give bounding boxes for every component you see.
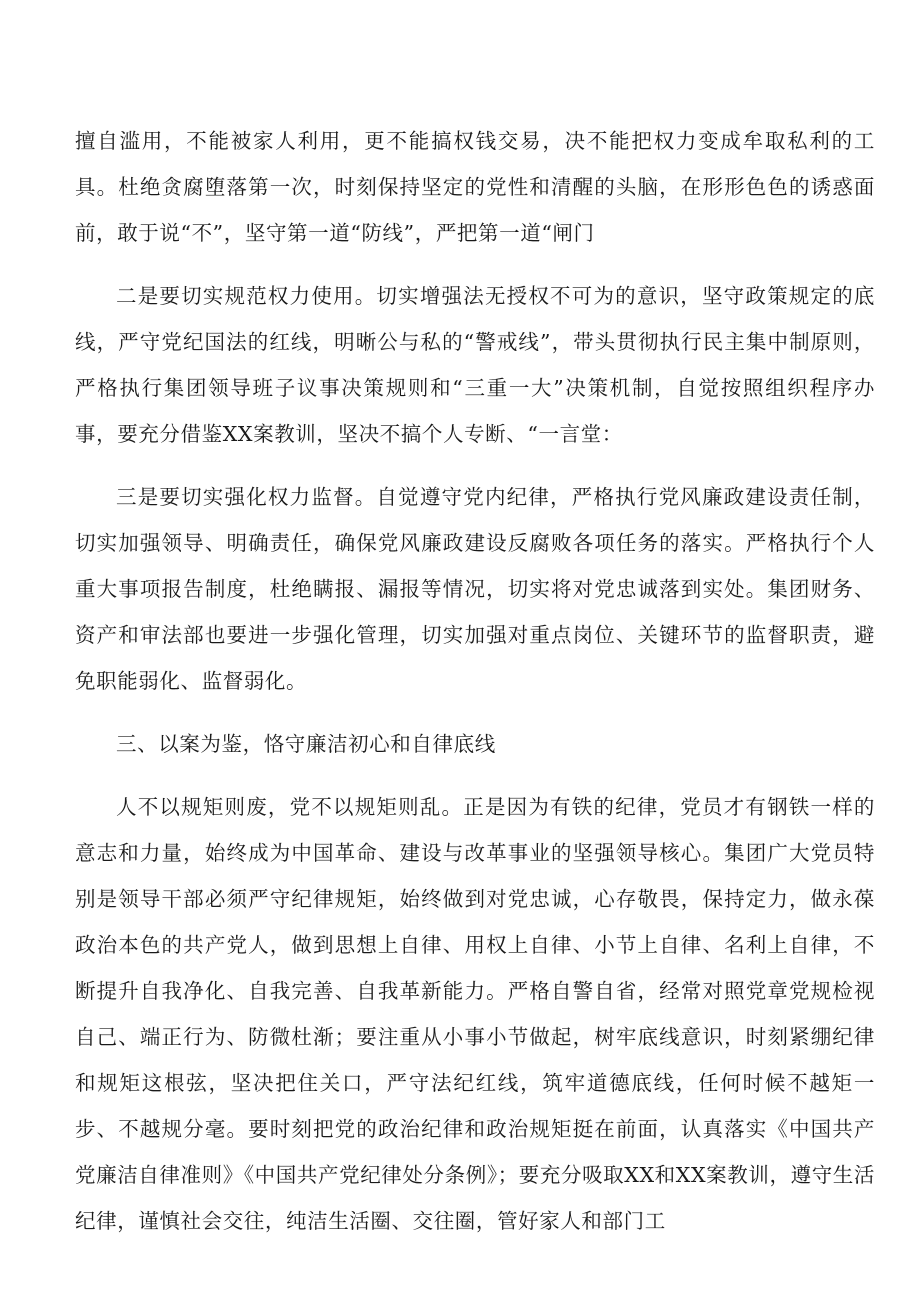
paragraph-supervise-power: 三是要切实强化权力监督。自觉遵守党内纪律，严格执行党风廉政建设责任制，切实加强领导、明确责任，确保党风廉政建设反腐败各项任务的落实。严格执行个人重大事项报告制度，杜绝瞒报、漏报等情况，切实将对党忠诚落到实处。集团财务、资产和审法部也要进一步强化管理，切实加强对重点岗位、关键环节的监督职责，避免职能弱化、监督弱化。 bbox=[75, 485, 875, 693]
paragraph-discipline: 人不以规矩则废，党不以规矩则乱。正是因为有铁的纪律，党员才有钢铁一样的意志和力量，始终成为中国革命、建设与改革事业的坚强领导核心。集团广大党员特别是领导干部必须严守纪律规矩，始终做到对党忠诚，心存敬畏，保持定力，做永葆政治本色的共产党人，做到思想上自律、用权上自律、小节上自律、名利上自律，不断提升自我净化、自我完善、自我革新能力。严格自警自省，经常对照党章党规检视自己、端正行为、防微杜渐；要注重从小事小节做起，树牢底线意识，时刻紧绷纪律和规矩这根弦，坚决把住关口，严守法纪红线，筑牢道德底线，任何时候不越矩一步、不越规分毫。要时刻把党的政治纪律和政治规矩挺在前面，认真落实《中国共产党廉洁自律准则》《中国共产党纪律处分条例》；要充分吸取XX和XX案教训，遵守生活纪律，谨慎社会交往，纯洁生活圈、交往圈，管好家人和部门工 bbox=[75, 795, 875, 1233]
section-heading-three: 三、以案为鉴，恪守廉洁初心和自律底线 bbox=[116, 732, 496, 756]
paragraph-continuation: 擅自滥用，不能被家人利用，更不能搞权钱交易，决不能把权力变成牟取私利的工具。杜绝贪腐堕落第一次，时刻保持坚定的党性和清醒的头脑，在形形色色的诱惑面前，敢于说“不”，坚守第一道“防线”，严把第一道“闸门 bbox=[75, 129, 875, 245]
paragraph-regulate-power: 二是要切实规范权力使用。切实增强法无授权不可为的意识，坚守政策规定的底线，严守党纪国法的红线，明晰公与私的“警戒线”，带头贯彻执行民主集中制原则，严格执行集团领导班子议事决策规则和“三重一大”决策机制，自觉按照组织程序办事，要充分借鉴XX案教训，坚决不搞个人专断、“一言堂： bbox=[75, 284, 875, 446]
document-body bbox=[75, 118, 875, 1244]
